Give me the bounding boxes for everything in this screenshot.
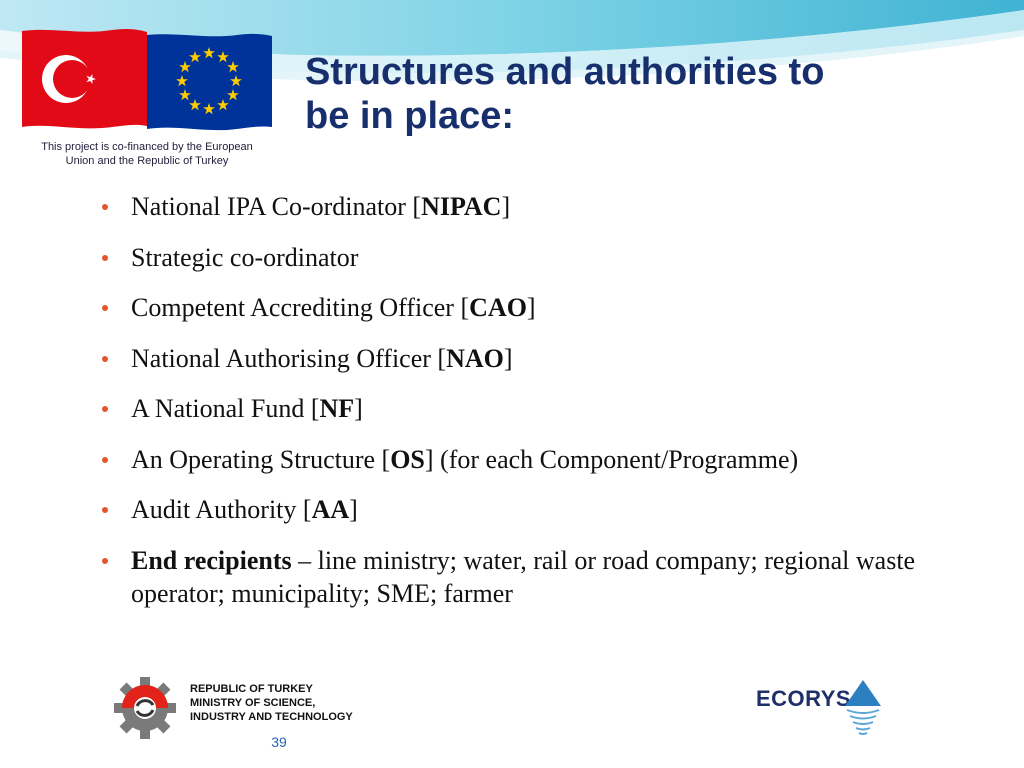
bullet-item [102, 190, 1002, 223]
slide-title-line-1: Structures and authorities to [305, 51, 825, 93]
bullet-item [102, 493, 1002, 526]
bullet-text: Competent Accrediting Officer [ [131, 293, 470, 322]
bullet-list [102, 190, 1002, 627]
bullet-dot-icon [102, 457, 108, 463]
slide-title-line-2: be in place: [305, 95, 515, 137]
bullet-abbreviation: OS [390, 444, 425, 474]
bullet-abbreviation: End recipients [131, 545, 292, 575]
bullet-text: National Authorising Officer [ [131, 343, 447, 373]
bullet-text: A National Fund [ [131, 394, 320, 423]
ministry-name-line-3: INDUSTRY AND TECHNOLOGY [190, 711, 353, 723]
cofinanced-line-1: This project is co-financed by the European [41, 141, 253, 153]
bullet-text-end: ] [501, 192, 511, 221]
page-number: 39 [271, 734, 287, 750]
bullet-abbreviation: CAO [469, 293, 527, 322]
bullet-text-end: ] [526, 293, 536, 322]
bullet-dot-icon [102, 507, 108, 513]
eu-flag-icon [147, 33, 272, 131]
bullet-text: An Operating Structure [ [131, 444, 391, 474]
bullet-dot-icon [102, 558, 108, 564]
bullet-item [102, 291, 1002, 324]
bullet-text: Audit Authority [ [131, 495, 312, 524]
bullet-text-end: ] [349, 495, 358, 524]
bullet-item [102, 241, 1002, 274]
bullet-abbreviation: NIPAC [421, 192, 502, 221]
slide-title [305, 50, 1005, 138]
bullet-text-end: – line ministry; water, rail or road company; regional waste operator; municipality; SME; farmer [131, 545, 916, 608]
bullet-text-end: ] (for each Component/Programme) [424, 444, 799, 474]
bullet-dot-icon [102, 204, 108, 210]
bullet-dot-icon [102, 406, 108, 412]
turkey-flag-icon [22, 27, 147, 130]
bullet-dot-icon [102, 255, 108, 261]
bullet-dot-icon [102, 356, 108, 362]
bullet-dot-icon [102, 305, 108, 311]
cofinanced-caption [18, 140, 276, 168]
ministry-name [190, 682, 410, 724]
bullet-item [102, 392, 1002, 425]
bullet-text: Strategic co-ordinator [131, 242, 359, 272]
ministry-name-line-2: MINISTRY OF SCIENCE, [190, 697, 316, 709]
bullet-abbreviation: AA [311, 495, 350, 524]
bullet-abbreviation: NAO [446, 343, 504, 373]
ecorys-logo-icon [845, 680, 881, 738]
ecorys-logo-text: ECORYS [756, 686, 852, 711]
bullet-text-end: ] [503, 343, 513, 373]
bullet-item [102, 443, 1002, 476]
bullet-abbreviation: NF [319, 394, 355, 423]
cofinanced-line-2: Union and the Republic of Turkey [65, 155, 229, 167]
bullet-text-end: ] [354, 394, 363, 423]
ministry-gear-logo-icon [107, 674, 185, 740]
ministry-name-line-1: REPUBLIC OF TURKEY [190, 683, 313, 695]
bullet-item [102, 342, 1002, 375]
bullet-text: National IPA Co-ordinator [ [131, 192, 422, 221]
bullet-item [102, 544, 1002, 610]
